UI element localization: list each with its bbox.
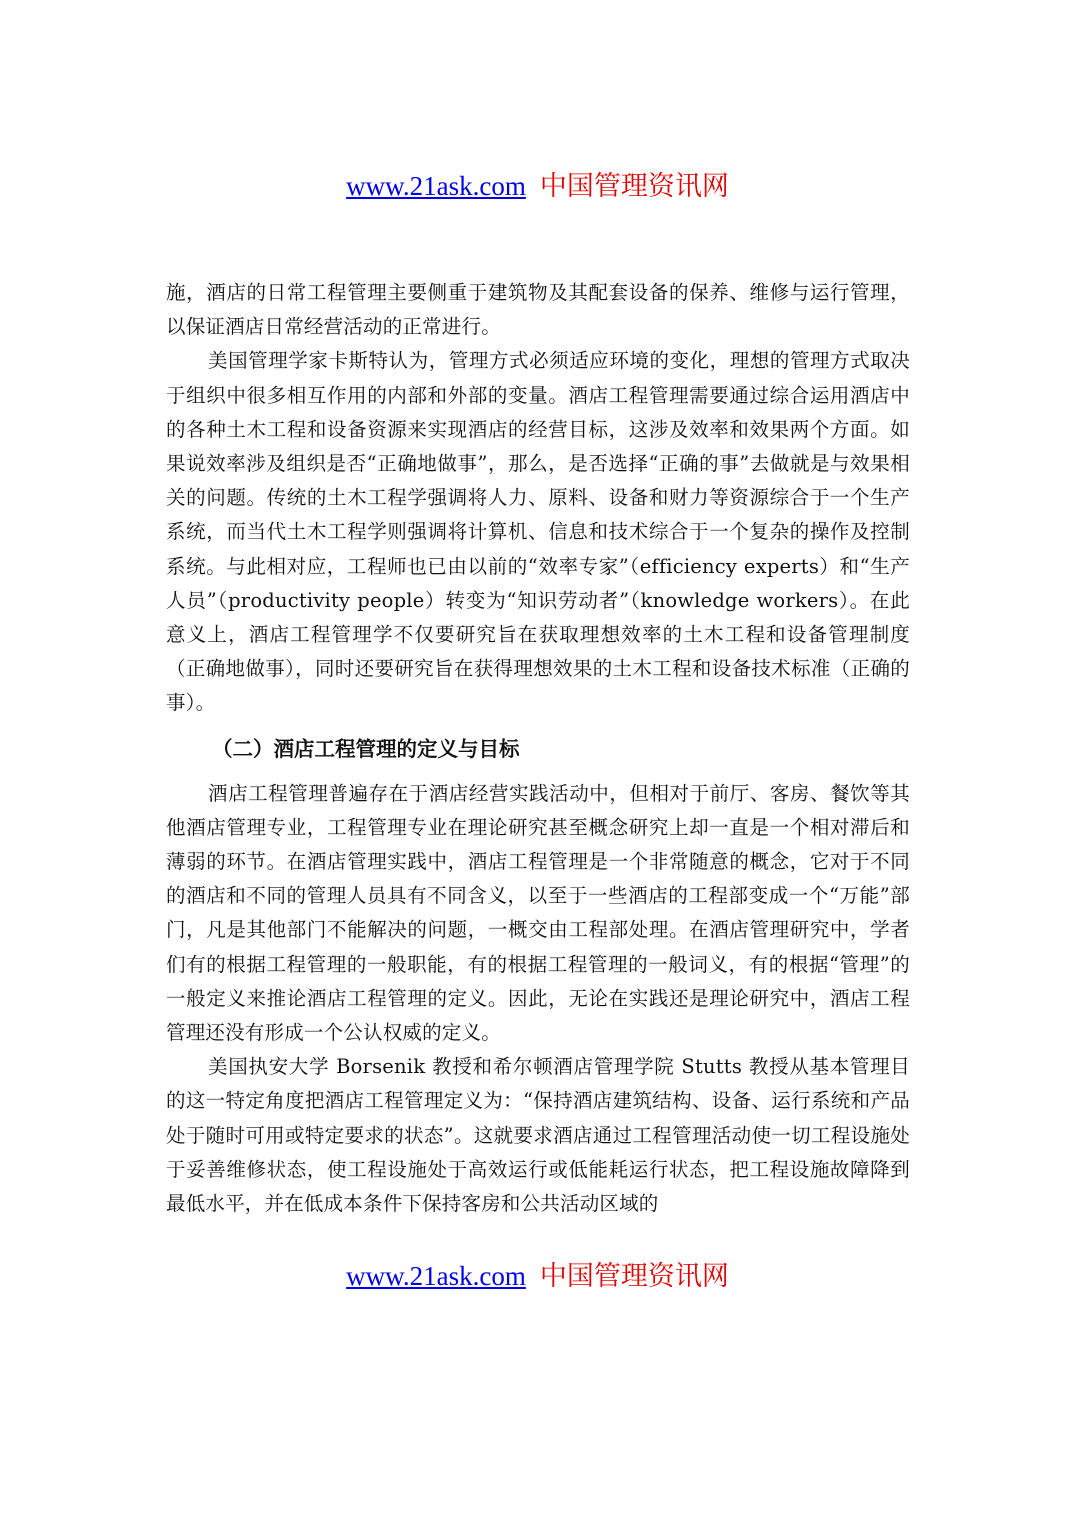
document-body [166,276,910,1221]
footer-url-link[interactable]: www.21ask.com [346,1261,526,1291]
header-url-link[interactable]: www.21ask.com [346,171,526,201]
header-banner [0,168,1075,205]
paragraph-1: 施，酒店的日常工程管理主要侧重于建筑物及其配套设备的保养、维修与运行管理，以保证酒店日常经营活动的正常进行。 [166,281,910,339]
header-site-name: 中国管理资讯网 [539,171,729,202]
paragraph-3: 酒店工程管理普遍存在于酒店经营实践活动中，但相对于前厅、客房、餐饮等其他酒店管理专业，工程管理专业在理论研究甚至概念研究上却一直是一个相对滞后和薄弱的环节。在酒店管理实践中，酒店工程管理是一个非常随意的概念，它对于不同的酒店和不同的管理人员具有不同含义，以至于一些酒店的工程部变成一个“万能”部门，凡是其他部门不能解决的问题，一概交由工程部处理。在酒店管理研究中，学者们有的根据工程管理的一般职能，有的根据工程管理的一般词义，有的根据“管理”的一般定义来推论酒店工程管理的定义。因此，无论在实践还是理论研究中，酒店工程管理还没有形成一个公认权威的定义。 [166,781,910,1045]
paragraph-2: 美国管理学家卡斯特认为，管理方式必须适应环境的变化，理想的管理方式取决于组织中很多相互作用的内部和外部的变量。酒店工程管理需要通过综合运用酒店中的各种土木工程和设备资源来实现酒店的经营目标，这涉及效率和效果两个方面。如果说效率涉及组织是否“正确地做事”，那么，是否选择“正确的事”去做就是与效果相关的问题。传统的土木工程学强调将人力、原料、设备和财力等资源综合于一个生产系统，而当代土木工程学则强调将计算机、信息和技术综合于一个复杂的操作及控制系统。与此相对应，工程师也已由以前的“效率专家”（efficiency experts）和“生产人员”（productivity people）转变为“知识劳动者”（knowledge workers）。在此意义上，酒店工程管理学不仅要研究旨在获取理想效率的土木工程和设备管理制度（正确地做事），同时还要研究旨在获得理想效果的土木工程和设备技术标准（正确的事）。 [166,349,910,715]
section-heading: （二）酒店工程管理的定义与目标 [212,736,520,761]
footer-banner [0,1258,1075,1295]
paragraph-4: 美国执安大学 Borsenik 教授和希尔顿酒店管理学院 Stutts 教授从基本管理目的这一特定角度把酒店工程管理定义为：“保持酒店建筑结构、设备、运行系统和产品处于随时可用或特定要求的状态”。这就要求酒店通过工程管理活动使一切工程设施处于妥善维修状态，使工程设施处于高效运行或低能耗运行状态，把工程设施故障降到最低水平，并在低成本条件下保持客房和公共活动区域的 [166,1055,910,1216]
footer-site-name: 中国管理资讯网 [539,1261,729,1292]
